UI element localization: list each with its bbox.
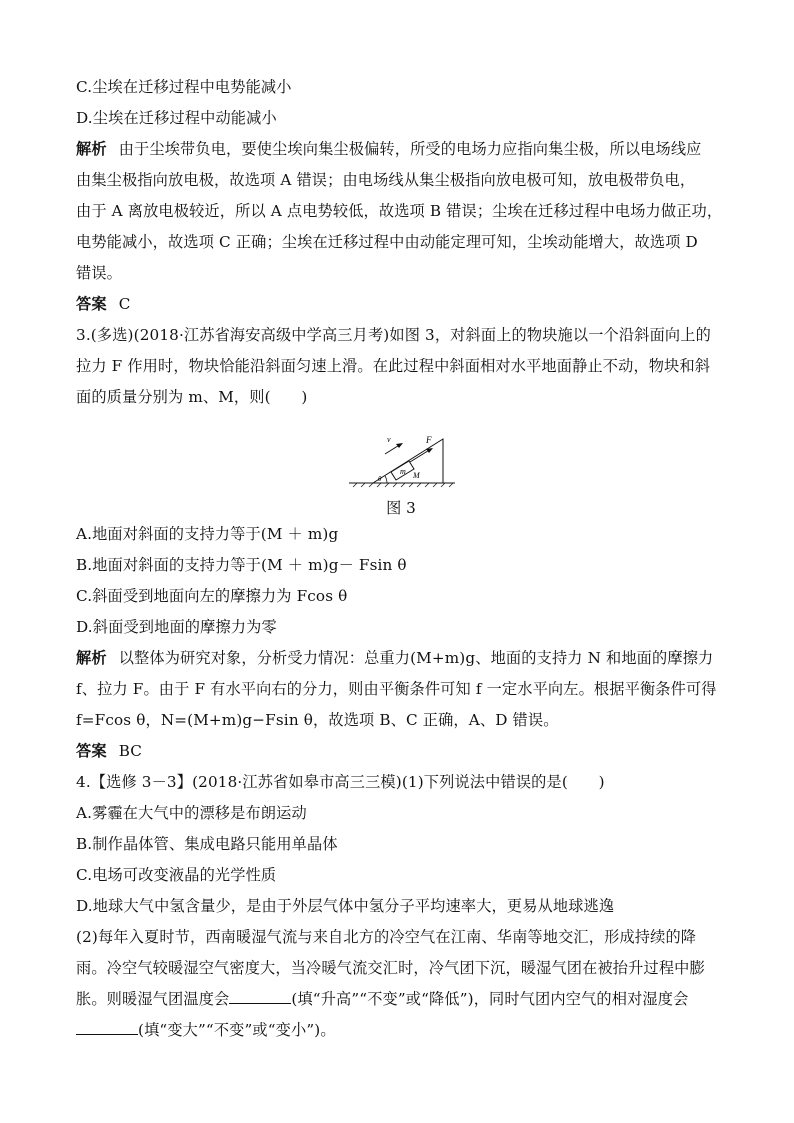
q2-explanation-line: 由集尘极指向放电极，故选项 A 错误；由电场线从集尘极指向放电极可知，放电极带负电， bbox=[76, 171, 696, 189]
label-v: v bbox=[387, 435, 391, 444]
q4-part2-line bbox=[76, 1015, 726, 1046]
q2-explanation-line: 电势能减小，故选项 C 正确；尘埃在迁移过程中由动能定理可知，尘埃动能增大，故选项 D bbox=[76, 233, 698, 251]
q3-option-d: D.斜面受到地面的摩擦力为零 bbox=[76, 618, 277, 636]
q4-part2-line bbox=[76, 984, 726, 1015]
q2-option-d: D.尘埃在迁移过程中动能减小 bbox=[76, 109, 277, 127]
q2-explanation-line: 错误。 bbox=[76, 264, 123, 282]
incline-figure bbox=[76, 417, 726, 519]
q4-part2-text-c: (填“变大”“不变”或“变小”)。 bbox=[138, 1021, 336, 1039]
fill-blank-2[interactable] bbox=[76, 1020, 138, 1035]
q2-explanation-line: 由于 A 离放电极较近，所以 A 点电势较低，故选项 B 错误；尘埃在迁移过程中电场力做正功， bbox=[76, 202, 723, 220]
q4-part2-text-b: (填“升高”“不变”或“降低”)，同时气团内空气的相对湿度会 bbox=[291, 990, 689, 1008]
q2-explanation-line bbox=[76, 134, 726, 165]
q2-explanation-text: 由于尘埃带负电，要使尘埃向集尘极偏转，所受的电场力应指向集尘极，所以电场线应 bbox=[118, 140, 702, 158]
q3-option-b: B.地面对斜面的支持力等于(M ＋ m)g－ Fsin θ bbox=[76, 556, 407, 574]
answer-label: 答案 bbox=[76, 742, 107, 760]
incline-diagram bbox=[347, 417, 459, 493]
label-theta: θ bbox=[378, 475, 382, 483]
q3-option-c: C.斜面受到地面向左的摩擦力为 Fcos θ bbox=[76, 587, 348, 605]
q3-stem-line: 拉力 F 作用时，物块恰能沿斜面匀速上滑。在此过程中斜面相对水平地面静止不动，物块和斜 bbox=[76, 357, 711, 375]
incline-wedge bbox=[373, 439, 443, 483]
q3-stem-line: 面的质量分别为 m、M，则( ) bbox=[76, 388, 308, 406]
explanation-label: 解析 bbox=[76, 140, 107, 158]
q3-explanation-line: f=Fcos θ，N=(M+m)g−Fsin θ，故选项 B、C 正确，A、D 错误。 bbox=[76, 711, 559, 729]
q4-option-c: C.电场可改变液晶的光学性质 bbox=[76, 866, 277, 884]
explanation-label: 解析 bbox=[76, 649, 107, 667]
angle-arc bbox=[385, 476, 387, 483]
q4-option-b: B.制作晶体管、集成电路只能用单晶体 bbox=[76, 835, 338, 853]
q2-answer bbox=[76, 289, 726, 320]
q2-option-c: C.尘埃在迁移过程中电势能减小 bbox=[76, 78, 292, 96]
document-page bbox=[76, 72, 726, 1046]
answer-label: 答案 bbox=[76, 295, 107, 313]
figure-caption: 图 3 bbox=[386, 499, 416, 517]
q4-part2-line: (2)每年入夏时节，西南暖湿气流与来自北方的冷空气在江南、华南等地交汇，形成持续的降 bbox=[76, 928, 697, 946]
q3-answer-value: BC bbox=[118, 742, 143, 760]
ground-hatching bbox=[353, 483, 453, 487]
label-F: F bbox=[426, 435, 432, 445]
velocity-arrowhead bbox=[396, 443, 403, 448]
q3-option-a: A.地面对斜面的支持力等于(M ＋ m)g bbox=[76, 525, 339, 543]
q3-explanation-line: f、拉力 F。由于 F 有水平向右的分力，则由平衡条件可知 f 一定水平向左。根据平衡条件可得 bbox=[76, 680, 717, 698]
q2-answer-value: C bbox=[118, 295, 131, 313]
label-M: M bbox=[413, 471, 420, 480]
q4-part2-line: 雨。冷空气较暖湿空气密度大，当冷暖气流交汇时，冷气团下沉，暖湿气团在被抬升过程中膨 bbox=[76, 959, 705, 977]
label-m: m bbox=[400, 467, 406, 476]
q4-option-d: D.地球大气中氢含量少，是由于外层气体中氢分子平均速率大，更易从地球逃逸 bbox=[76, 897, 615, 915]
fill-blank-1[interactable] bbox=[229, 989, 291, 1004]
q3-explanation-text: 以整体为研究对象，分析受力情况：总重力(M+m)g、地面的支持力 N 和地面的摩擦力 bbox=[118, 649, 714, 667]
q3-answer bbox=[76, 736, 726, 767]
q4-stem: 4.【选修 3－3】(2018·江苏省如皋市高三三模)(1)下列说法中错误的是( ) bbox=[76, 773, 605, 791]
q3-stem-line: 3.(多选)(2018·江苏省海安高级中学高三月考)如图 3，对斜面上的物块施以一个沿斜面向上的 bbox=[76, 326, 711, 344]
q4-part2-text-a: 胀。则暖湿气团温度会 bbox=[76, 990, 230, 1008]
q3-explanation-line bbox=[76, 643, 726, 674]
q4-option-a: A.雾霾在大气中的漂移是布朗运动 bbox=[76, 804, 307, 822]
